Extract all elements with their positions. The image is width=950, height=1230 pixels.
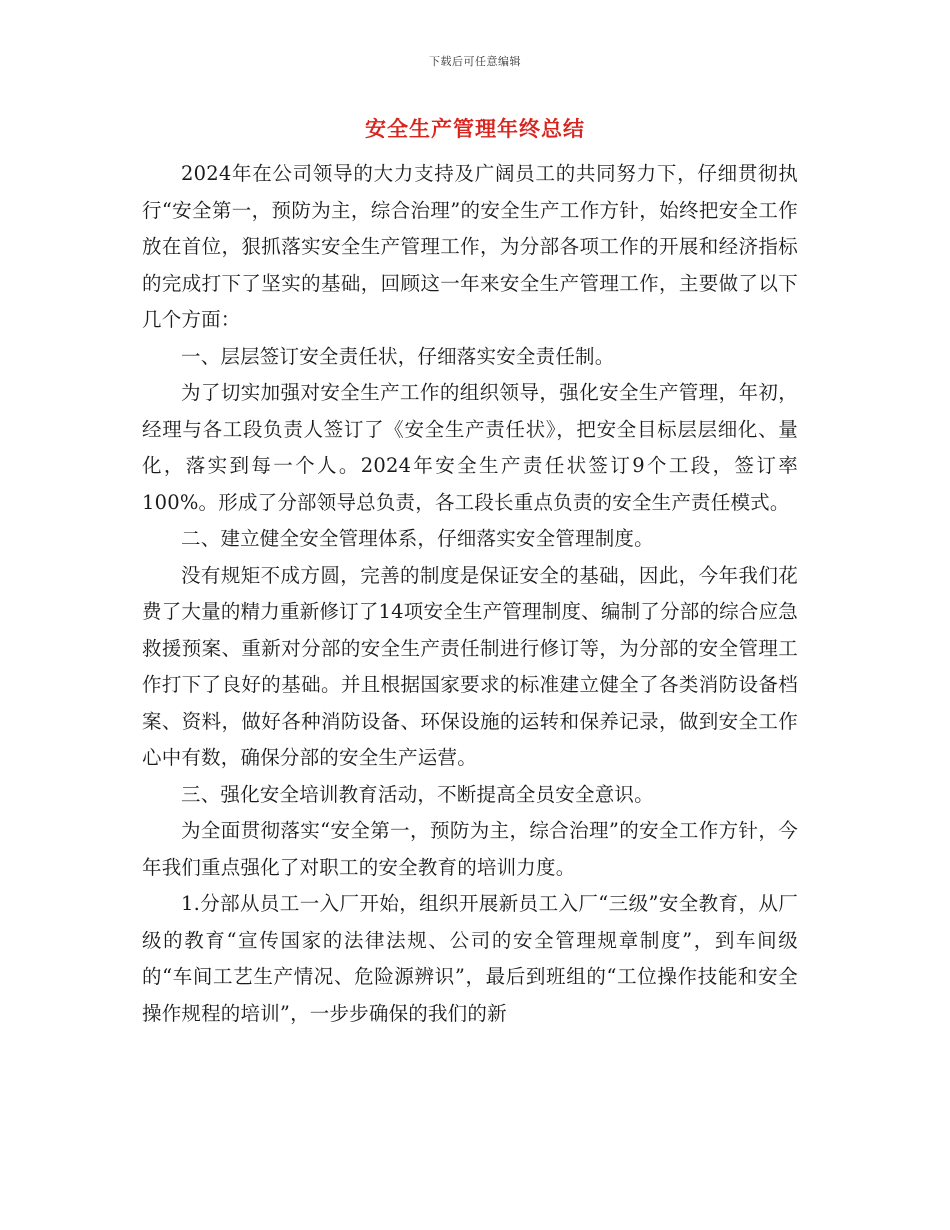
- document-body: [142, 156, 798, 1032]
- section-heading-2: 二、建立健全安全管理体系，仔细落实安全管理制度。: [181, 527, 654, 550]
- header-note: 下载后可任意编辑: [429, 55, 521, 68]
- paragraph-section-2: 没有规矩不成方圆，完善的制度是保证安全的基础，因此，今年我们花费了大量的精力重新修订了14项安全生产管理制度、编制了分部的综合应急救援预案、重新对分部的安全生产责任制进行修订等，为分部的安全管理工作打下了良好的基础。并且根据国家要求的标准建立健全了各类消防设备档案、资料，做好各种消防设备、环保设施的运转和保养记录，做到安全工作心中有数，确保分部的安全生产运营。: [142, 563, 798, 769]
- paragraph-section-1: 为了切实加强对安全生产工作的组织领导，强化安全生产管理，年初，经理与各工段负责人签订了《安全生产责任状》，把安全目标层层细化、量化，落实到每一个人。2024年安全生产责任状签订9个工段，签订率100%。形成了分部领导总负责，各工段长重点负责的安全生产责任模式。: [142, 381, 798, 514]
- section-heading-3: 三、强化安全培训教育活动，不断提高全员安全意识。: [181, 782, 654, 806]
- section-heading-1: 一、层层签订安全责任状，仔细落实安全责任制。: [181, 344, 615, 368]
- paragraph-section-3: 为全面贯彻落实“安全第一，预防为主，综合治理”的安全工作方针，今年我们重点强化了对职工的安全教育的培训力度。: [142, 819, 798, 879]
- document-title: 安全生产管理年终总结: [365, 116, 585, 141]
- paragraph-item-1: 1.分部从员工一入厂开始，组织开展新员工入厂“三级”安全教育，从厂级的教育“宣传国家的法律法规、公司的安全管理规章制度”，到车间级的“车间工艺生产情况、危险源辨识”，最后到班组的“工位操作技能和安全操作规程的培训”，一步步确保的我们的新: [142, 892, 798, 1025]
- paragraph-intro: 2024年在公司领导的大力支持及广阔员工的共同努力下，仔细贯彻执行“安全第一，预防为主，综合治理”的安全生产工作方针，始终把安全工作放在首位，狠抓落实安全生产管理工作，为分部各项工作的开展和经济指标的完成打下了坚实的基础，回顾这一年来安全生产管理工作，主要做了以下几个方面：: [142, 162, 798, 331]
